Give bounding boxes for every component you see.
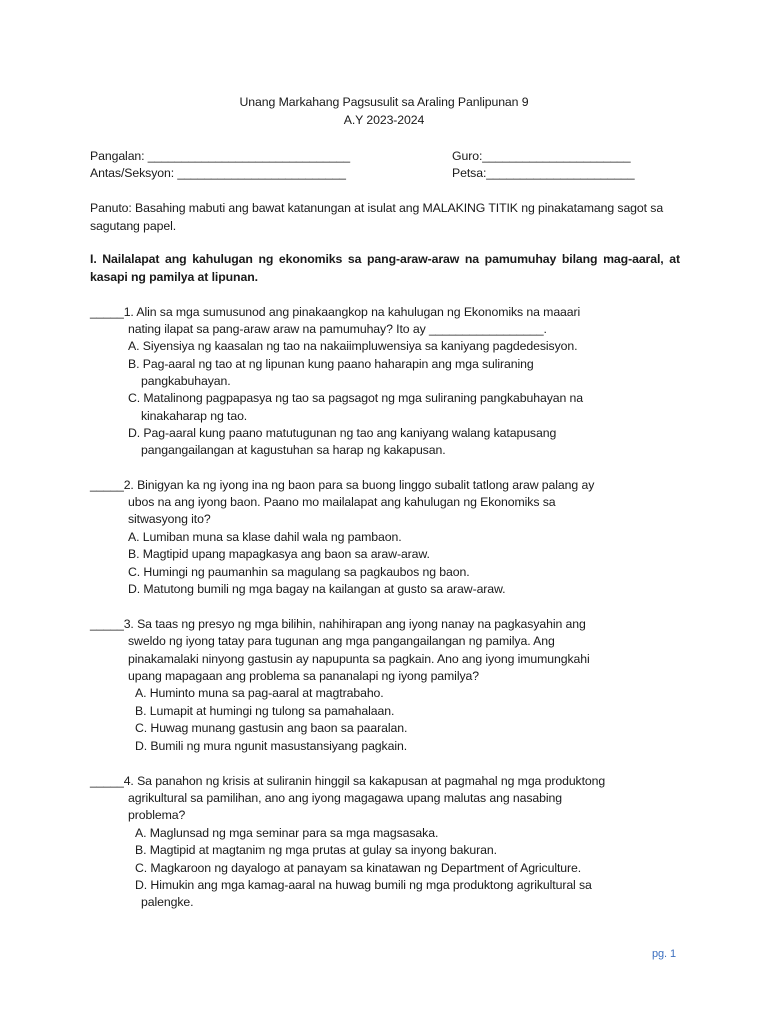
question-stem: agrikultural sa pamilihan, ano ang iyong magagawa upang malutas ang nasabing — [128, 791, 563, 805]
choice-d: D. Pag-aaral kung paano matutugunan ng tao ang kaniyang walang katapusang — [128, 426, 557, 440]
choice-a: A. Lumiban muna sa klase dahil wala ng pambaon. — [128, 530, 402, 544]
section-heading-line-1: I. Nailalapat ang kahulugan ng ekonomiks sa pang-araw-araw na pamumuhay bilang mag-aaral, at — [90, 252, 680, 266]
question-stem: _____4. Sa panahon ng krisis at suliranin hinggil sa kakapusan at pagmahal ng mga produktong — [90, 774, 606, 788]
question-stem: sitwasyong ito? — [128, 512, 211, 526]
teacher-field: Guro:______________________ — [452, 149, 631, 163]
choice-c: C. Magkaroon ng dayalogo at panayam sa kinatawan ng Department of Agriculture. — [135, 861, 582, 875]
choice-d: D. Bumili ng mura ngunit masustansiyang pagkain. — [135, 739, 408, 753]
section-field: Antas/Seksyon: _________________________ — [90, 166, 346, 180]
choice-a: A. Siyensiya ng kaasalan ng tao na nakaiimpluwensiya sa kaniyang pagdedesisyon. — [128, 339, 578, 353]
question-stem: problema? — [128, 808, 186, 822]
choice-c: C. Humingi ng paumanhin sa magulang sa pagkaubos ng baon. — [128, 565, 470, 579]
section-heading-line-2: kasapi ng pamilya at lipunan. — [90, 270, 258, 284]
choice-b: B. Magtipid at magtanim ng mga prutas at gulay sa inyong bakuran. — [135, 843, 497, 857]
choice-c: C. Matalinong pagpapasya ng tao sa pagsagot ng mga suliraning pangkabuhayan na — [128, 391, 584, 405]
choice-d: D. Himukin ang mga kamag-aaral na huwag bumili ng mga produktong agrikultural sa — [135, 878, 592, 892]
instructions-line-1: Panuto: Basahing mabuti ang bawat katanungan at isulat ang MALAKING TITIK ng pinakatamang sagot sa — [90, 201, 664, 215]
choice-c: C. Huwag munang gastusin ang baon sa paaralan. — [135, 721, 408, 735]
choice-continuation: pangangailangan at kagustuhan sa harap ng kakapusan. — [141, 443, 446, 457]
choice-b: B. Lumapit at humingi ng tulong sa pamahalaan. — [135, 704, 395, 718]
choice-b: B. Pag-aaral ng tao at ng lipunan kung paano haharapin ang mga suliraning — [128, 357, 534, 371]
question-stem: _____2. Binigyan ka ng iyong ina ng baon para sa buong linggo subalit tatlong araw palang ay — [90, 478, 595, 492]
exam-title: Unang Markahang Pagsusulit sa Araling Panlipunan 9 — [239, 95, 529, 109]
question-stem: sweldo ng iyong tatay para tugunan ang mga pangangailangan ng pamilya. Ang — [128, 634, 555, 648]
question-stem: upang mapagaan ang problema sa pananalapi ng iyong pamilya? — [128, 669, 479, 683]
instructions-line-2: sagutang papel. — [90, 219, 177, 233]
school-year: A.Y 2023-2024 — [343, 113, 425, 127]
choice-d: D. Matutong bumili ng mga bagay na kailangan at gusto sa araw-araw. — [128, 582, 506, 596]
name-field: Pangalan: ______________________________ — [90, 149, 350, 163]
choice-a: A. Maglunsad ng mga seminar para sa mga magsasaka. — [135, 826, 439, 840]
question-stem: pinakamalaki ninyong gastusin ay napupunta sa pagkain. Ano ang iyong imumungkahi — [128, 652, 590, 666]
page-number: pg. 1 — [652, 948, 676, 960]
date-field: Petsa:______________________ — [452, 166, 635, 180]
choice-continuation: palengke. — [141, 895, 194, 909]
question-stem: nating ilapat sa pang-araw araw na pamumuhay? Ito ay _________________. — [128, 322, 547, 336]
choice-continuation: pangkabuhayan. — [141, 374, 231, 388]
choice-continuation: kinakaharap ng tao. — [141, 409, 248, 423]
choice-a: A. Huminto muna sa pag-aaral at magtrabaho. — [135, 686, 384, 700]
question-stem: _____3. Sa taas ng presyo ng mga bilihin, nahihirapan ang iyong nanay na pagkasyahin ang — [90, 617, 586, 631]
question-stem: ubos na ang iyong baon. Paano mo mailalapat ang kahulugan ng Ekonomiks sa — [128, 495, 556, 509]
choice-b: B. Magtipid upang mapagkasya ang baon sa araw-araw. — [128, 547, 430, 561]
question-stem: _____1. Alin sa mga sumusunod ang pinakaangkop na kahulugan ng Ekonomiks na maaari — [90, 305, 581, 319]
